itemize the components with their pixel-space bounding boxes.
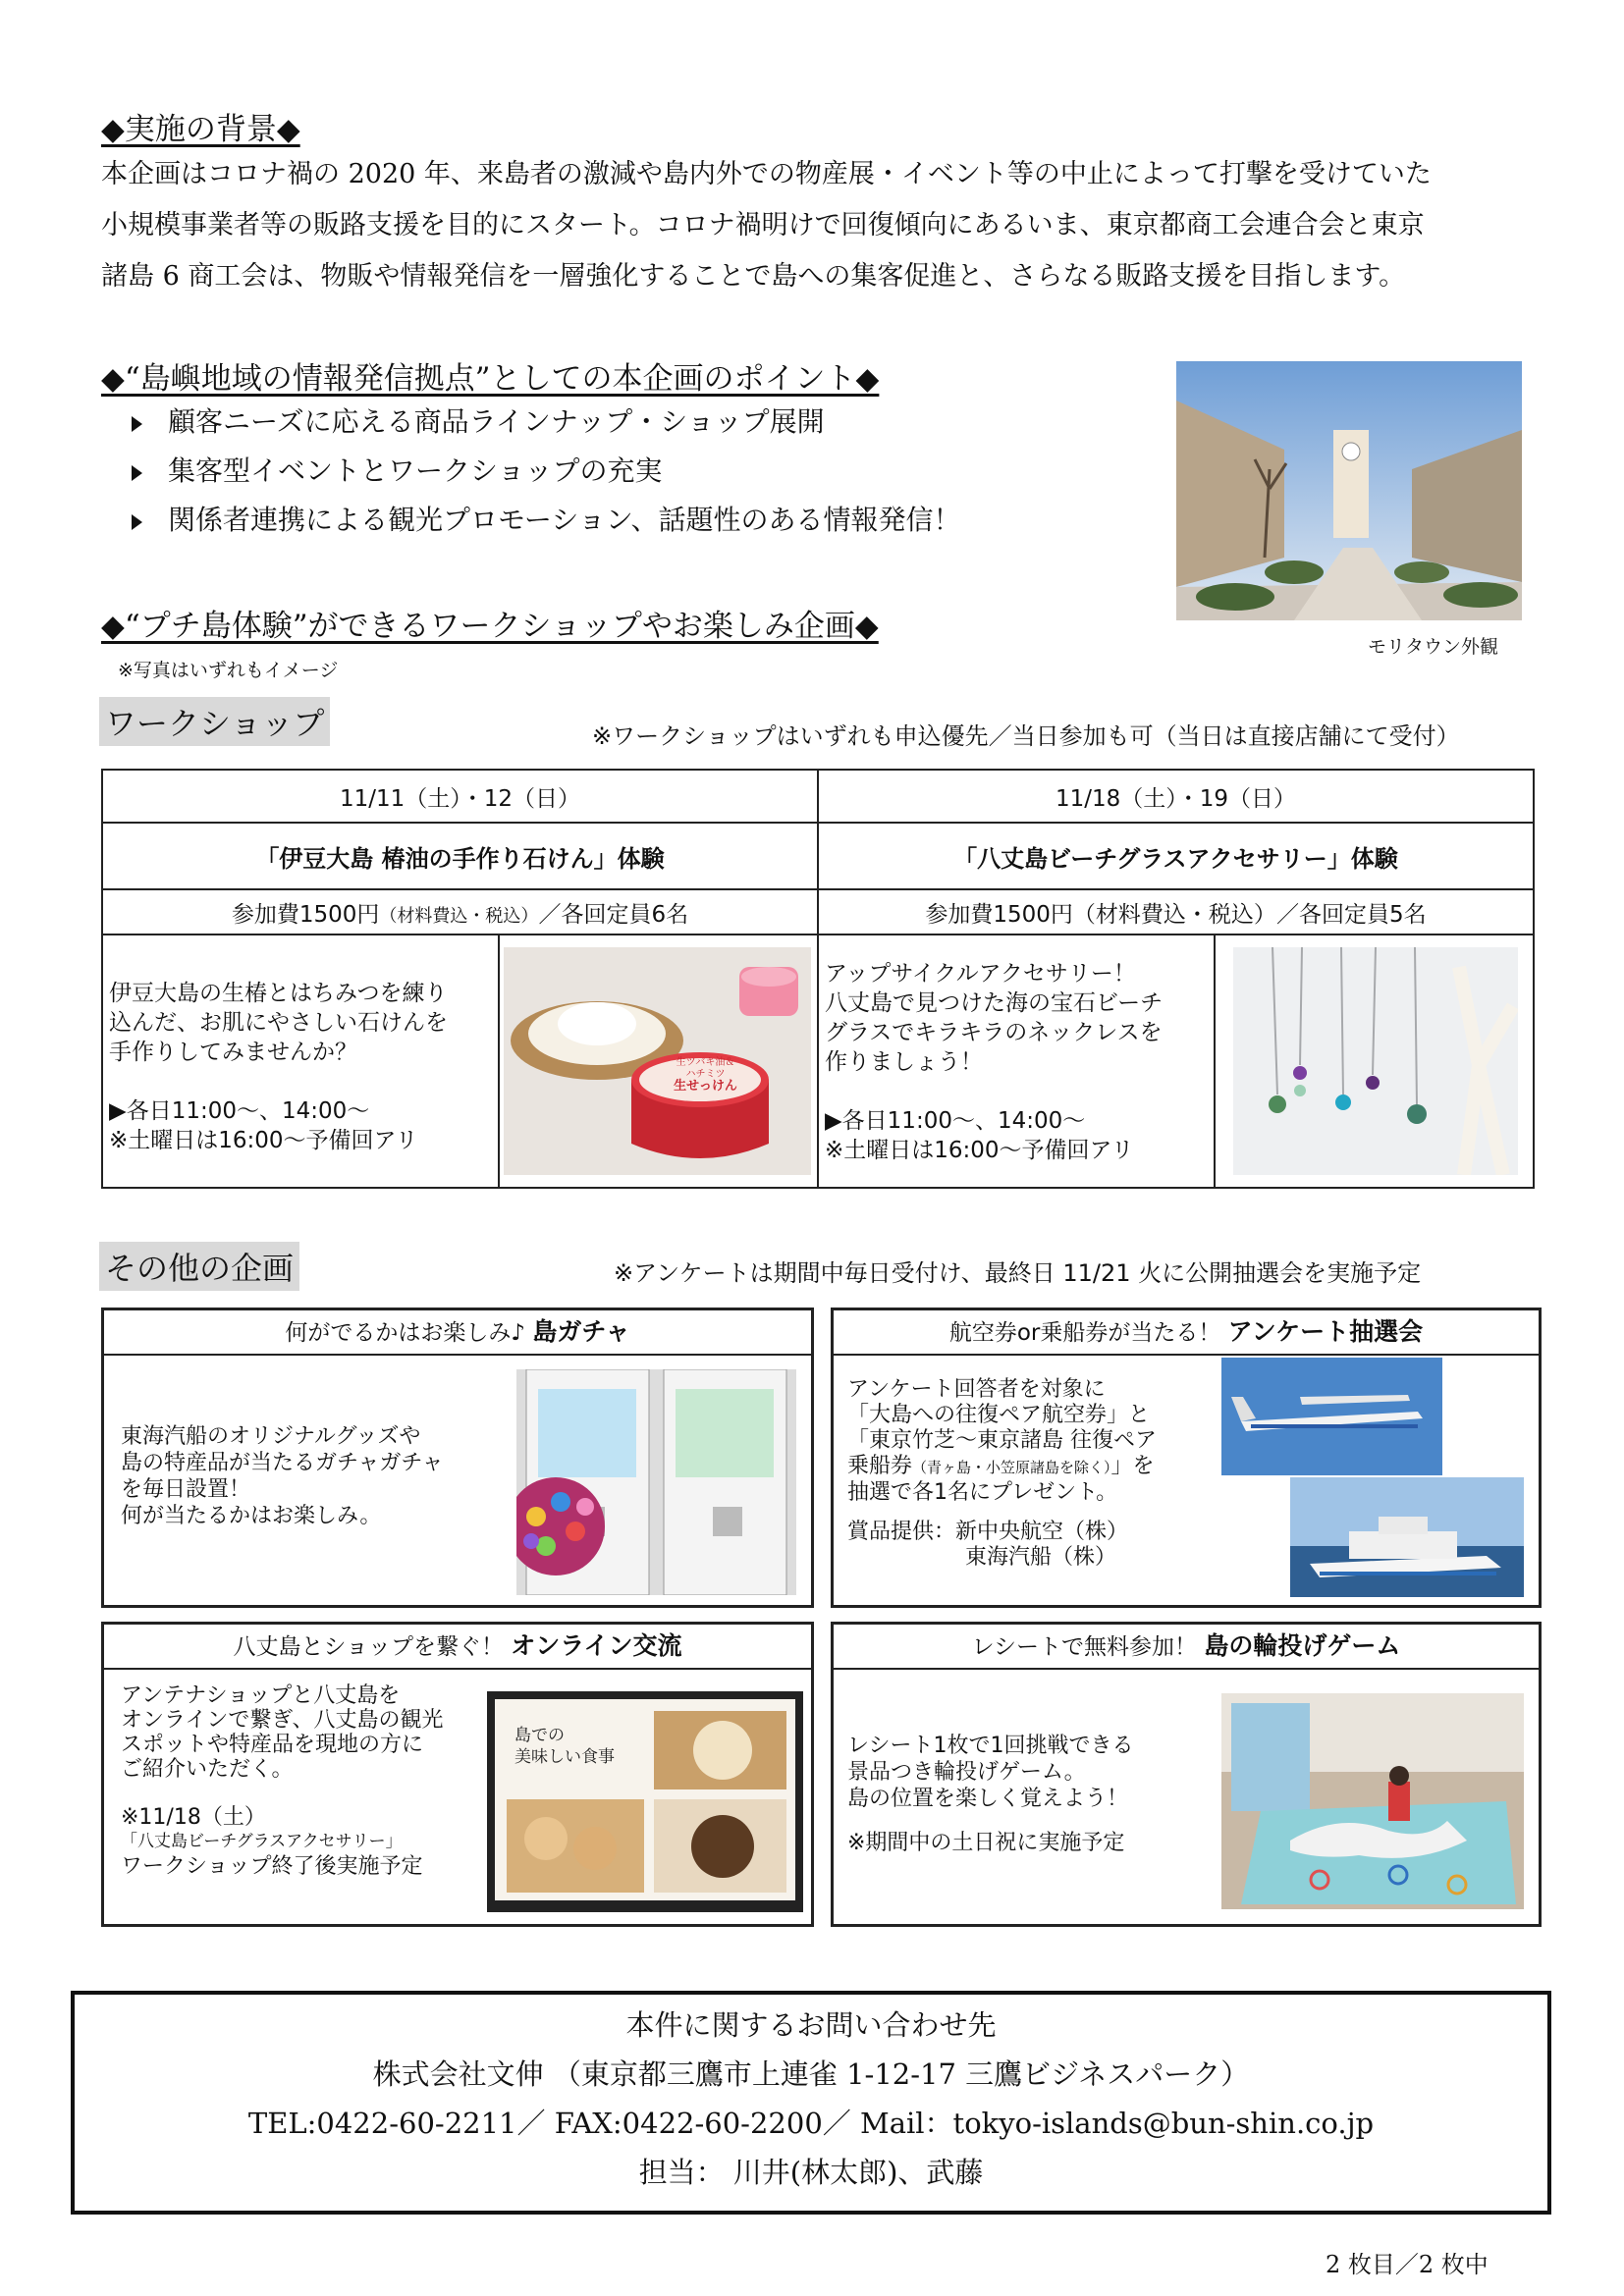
gacha-photo	[516, 1369, 796, 1595]
survey-box	[831, 1308, 1542, 1608]
moritown-caption: モリタウン外観	[1368, 636, 1499, 658]
contact-box	[71, 1991, 1551, 2215]
ship-photo	[1290, 1477, 1524, 1597]
workshop-name-left: 「伊豆大島 椿油の手作り石けん」体験	[102, 823, 818, 889]
other-label: その他の企画	[99, 1242, 299, 1291]
ring-toss-heading: レシートで無料参加！ 島の輪投げゲーム	[834, 1625, 1539, 1670]
workshop-desc-left: 伊豆大島の生椿とはちみつを練り 込んだ、お肌にやさしい石けんを 手作りしてみませんか？ ▶各日11:00～、14:00～ ※土曜日は16:00～予備回アリ	[102, 934, 499, 1188]
workshop-label: ワークショップ	[99, 697, 330, 746]
ring-toss-photo	[1221, 1693, 1524, 1909]
points-title: ◆“島嶼地域の情報発信拠点”としての本企画のポイント◆	[101, 361, 880, 397]
triangle-bullet-icon	[132, 514, 142, 530]
gacha-box	[101, 1308, 814, 1608]
page-number: 2 枚目／2 枚中	[1326, 2251, 1489, 2278]
points-item: 顧客ニーズに応える商品ラインナップ・ショップ展開	[128, 398, 961, 447]
workshop-date-right: 11/18（土）・19（日）	[818, 770, 1534, 823]
other-note: ※アンケートは期間中毎日受付け、最終日 11/21 火に公開抽選会を実施予定	[614, 1259, 1422, 1287]
workshop-date-left: 11/11（土）・12（日）	[102, 770, 818, 823]
points-item: 集客型イベントとワークショップの充実	[128, 447, 961, 496]
background-line: 小規模事業者等の販路支援を目的にスタート。コロナ禍明けで回復傾向にあるいま、東京都商工会連合会と東京	[101, 210, 1425, 240]
events-title: ◆“プチ島体験”ができるワークショップやお楽しみ企画◆	[101, 609, 879, 644]
workshop-fee-right: 参加費1500円（材料費込・税込）／各回定員5名	[818, 889, 1534, 934]
contact-title: 本件に関するお問い合わせ先	[625, 2008, 997, 2042]
gacha-heading: 何がでるかはお楽しみ♪ 島ガチャ	[104, 1310, 811, 1356]
workshop-fee-left: 参加費1500円（材料費込・税込）／各回定員6名	[102, 889, 818, 934]
photo-note: ※写真はいずれもイメージ	[118, 660, 339, 681]
moritown-photo	[1176, 361, 1522, 620]
online-text: アンテナショップと八丈島を オンラインで繋ぎ、八丈島の観光 スポットや特産品を現地の方に ご紹介いただく。 ※11/18（土） 「八丈島ビーチグラスアクセサリー」 ワークショップ終了後実施予定	[121, 1683, 444, 1879]
workshop-desc-right: アップサイクルアクセサリー！ 八丈島で見つけた海の宝石ビーチ グラスでキラキラのネックレスを 作りましょう！ ▶各日11:00～、14:00～ ※土曜日は16:00～予備回アリ	[818, 934, 1215, 1188]
online-heading: 八丈島とショップを繋ぐ！ オンライン交流	[104, 1625, 811, 1670]
workshop-note: ※ワークショップはいずれも申込優先／当日参加も可（当日は直接店舗にて受付）	[592, 722, 1460, 750]
triangle-bullet-icon	[132, 416, 142, 432]
background-title: ◆実施の背景◆	[101, 112, 300, 147]
workshop-name-right: 「八丈島ビーチグラスアクセサリー」体験	[818, 823, 1534, 889]
triangle-bullet-icon	[132, 465, 142, 481]
background-paragraph	[101, 149, 1544, 302]
points-item: 関係者連携による観光プロモーション、話題性のある情報発信！	[128, 496, 961, 545]
background-line: 諸島 6 商工会は、物販や情報発信を一層強化することで島への集客促進と、さらなる販路支援を目指します。	[101, 261, 1406, 292]
online-screen-photo	[487, 1691, 803, 1912]
ring-toss-box	[831, 1622, 1542, 1927]
gacha-text: 東海汽船のオリジナルグッズや 島の特産品が当たるガチャガチャ を毎日設置！ 何が当たるかはお楽しみ。	[121, 1424, 444, 1528]
contact-tel: TEL:0422-60-2211／ FAX:0422-60-2200／ Mail：tokyo-islands@bun-shin.co.jp	[247, 2107, 1375, 2140]
ring-toss-text: レシート1枚で1回挑戦できる 景品つき輪投げゲーム。 島の位置を楽しく覚えよう！ ※期間中の土日祝に実施予定	[847, 1734, 1134, 1855]
online-box	[101, 1622, 814, 1927]
points-list	[128, 398, 961, 545]
workshop-table	[101, 769, 1535, 1189]
necklace-photo	[1233, 947, 1518, 1175]
survey-heading: 航空券or乗船券が当たる！ アンケート抽選会	[834, 1310, 1539, 1356]
contact-person: 担当： 川井(林太郎)、武藤	[638, 2156, 984, 2189]
soap-photo-cell	[499, 934, 818, 1188]
survey-text: アンケート回答者を対象に 「大島への往復ペア航空券」と 「東京竹芝～東京諸島 往復ペア 乗船券（青ヶ島・小笠原諸島を除く）」を 抽選で各1名にプレゼント。 賞品提供：新中央航空（株） 東海汽船（株）	[847, 1377, 1157, 1570]
soap-photo: 生ツバキ油＆ ハチミツ 生せっけん	[504, 947, 811, 1175]
contact-company: 株式会社文伸 （東京都三鷹市上連雀 1-12-17 三鷹ビジネスパーク）	[372, 2057, 1250, 2091]
airplane-photo	[1221, 1358, 1442, 1475]
background-line: 本企画はコロナ禍の 2020 年、来島者の激減や島内外での物産展・イベント等の中止によって打撃を受けていた	[101, 159, 1432, 189]
online-screen-caption: 島での 美味しい食事	[514, 1726, 615, 1767]
necklace-photo-cell	[1215, 934, 1534, 1188]
